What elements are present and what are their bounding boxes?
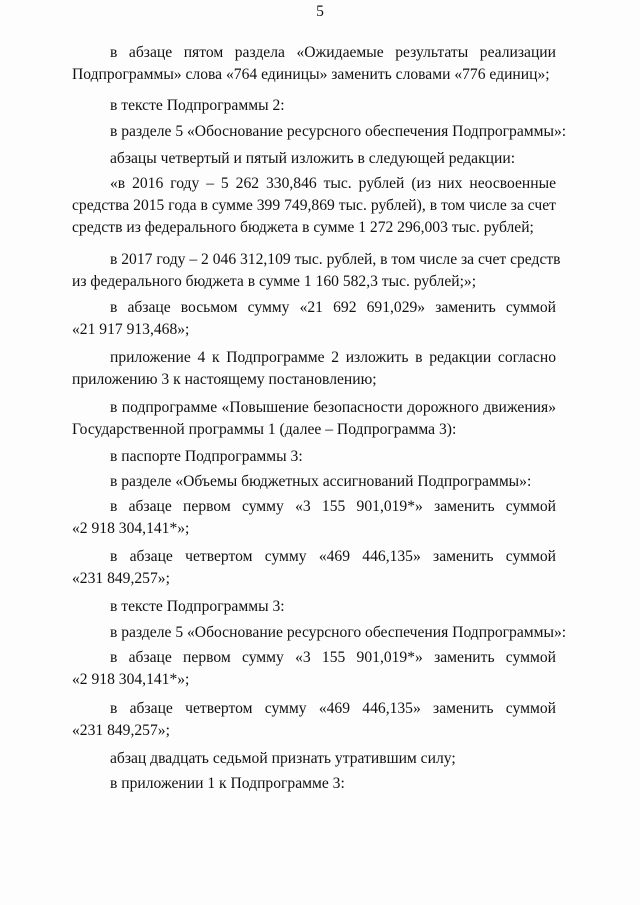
paragraph-line: «в 2016 году – 5 262 330,846 тыс. рублей (из них неосвоенные	[110, 175, 556, 192]
paragraph-line: приложению 3 к настоящему постановлению;	[72, 371, 377, 388]
page-number: 5	[316, 3, 324, 20]
paragraph-line: приложение 4 к Подпрограмме 2 изложить в редакции согласно	[110, 349, 556, 366]
paragraph-line: абзац двадцать седьмой признать утратившим силу;	[110, 750, 456, 767]
paragraph	[72, 471, 556, 493]
paragraph-line: в абзаце пятом раздела «Ожидаемые результаты реализации	[110, 44, 556, 61]
paragraph-line: в абзаце четвертом сумму «469 446,135» заменить суммой	[110, 548, 556, 565]
paragraph	[72, 397, 556, 441]
paragraph-line: в тексте Подпрограммы 2:	[110, 97, 285, 114]
paragraph-line: в разделе «Объемы бюджетных ассигнований Подпрограммы»:	[110, 473, 532, 490]
paragraph-line: «2 918 304,141*»;	[72, 671, 190, 688]
paragraph-line: в абзаце восьмом сумму «21 692 691,029» заменить суммой	[110, 299, 556, 316]
paragraph	[72, 773, 556, 795]
paragraph-line: в разделе 5 «Обоснование ресурсного обеспечения Подпрограммы»:	[110, 123, 567, 140]
paragraph	[72, 173, 556, 239]
paragraph-line: в паспорте Подпрограммы 3:	[110, 448, 303, 465]
paragraph	[72, 446, 556, 468]
paragraph-line: из федерального бюджета в сумме 1 160 582,3 тыс. рублей;»;	[72, 273, 477, 290]
paragraph-line: в абзаце первом сумму «3 155 901,019*» заменить суммой	[110, 649, 556, 666]
paragraph-line: в разделе 5 «Обоснование ресурсного обеспечения Подпрограммы»:	[110, 624, 567, 641]
paragraph-line: Подпрограммы» слова «764 единицы» заменить словами «776 единиц»;	[72, 66, 550, 83]
paragraph-line: «21 917 913,468»;	[72, 321, 190, 338]
paragraph	[72, 148, 556, 170]
paragraph-line: «2 918 304,141*»;	[72, 520, 190, 537]
paragraph	[72, 95, 556, 117]
paragraph-line: средств из федерального бюджета в сумме 1 272 296,003 тыс. рублей;	[72, 219, 534, 236]
paragraph	[72, 647, 556, 691]
paragraph-line: в абзаце первом сумму «3 155 901,019*» заменить суммой	[110, 498, 556, 515]
paragraph-line: «231 849,257»;	[72, 570, 170, 587]
paragraph-line: в приложении 1 к Подпрограмме 3:	[110, 775, 345, 792]
paragraph	[72, 622, 567, 644]
paragraph	[72, 698, 556, 742]
paragraph	[72, 297, 556, 341]
paragraph	[72, 496, 556, 540]
paragraph-line: в 2017 году – 2 046 312,109 тыс. рублей, в том числе за счет средств	[110, 251, 561, 268]
paragraph	[72, 249, 561, 293]
paragraph-line: «231 849,257»;	[72, 722, 170, 739]
paragraph-line: абзацы четвертый и пятый изложить в следующей редакции:	[110, 150, 516, 167]
paragraph	[72, 596, 556, 618]
paragraph-line: Государственной программы 1 (далее – Подпрограмма 3):	[72, 421, 457, 438]
paragraph	[72, 121, 567, 143]
paragraph	[72, 347, 556, 391]
paragraph-line: средства 2015 года в сумме 399 749,869 тыс. рублей), в том числе за счет	[72, 197, 556, 214]
paragraph-line: в подпрограмме «Повышение безопасности дорожного движения»	[110, 399, 556, 416]
paragraph	[72, 748, 556, 770]
paragraph-line: в абзаце четвертом сумму «469 446,135» заменить суммой	[110, 700, 556, 717]
paragraph	[72, 42, 556, 86]
paragraph-line: в тексте Подпрограммы 3:	[110, 598, 285, 615]
paragraph	[72, 546, 556, 590]
